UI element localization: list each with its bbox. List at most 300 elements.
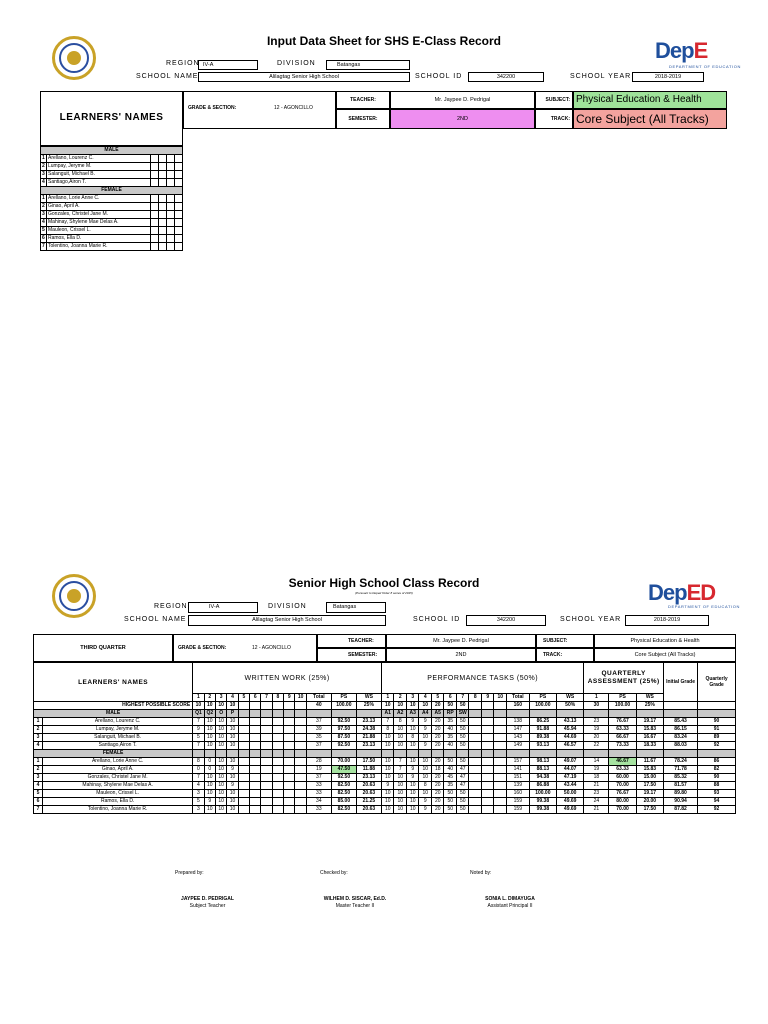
blank-cell[interactable] [151, 219, 159, 227]
blank-cell[interactable] [159, 155, 167, 163]
blank-cell[interactable] [469, 782, 482, 790]
blank-cell[interactable] [167, 219, 175, 227]
bottom-track-field[interactable]: Core Subject (All Tracks) [594, 648, 736, 662]
blank-cell[interactable] [159, 179, 167, 187]
blank-cell[interactable] [238, 790, 249, 798]
blank-cell[interactable] [175, 211, 183, 219]
blank-cell[interactable] [175, 227, 183, 235]
learner-name[interactable]: Salanguit, Michael B. [43, 734, 193, 742]
learner-name[interactable]: Gonzales, Christel Jane M. [47, 211, 151, 219]
blank-cell[interactable] [167, 203, 175, 211]
blank-cell[interactable] [469, 774, 482, 782]
hps-cell[interactable] [250, 702, 261, 710]
pt-score[interactable]: 20 [431, 774, 444, 782]
ww-score[interactable]: 10 [215, 742, 226, 750]
blank-cell[interactable] [175, 163, 183, 171]
blank-cell[interactable] [261, 790, 272, 798]
pt-score[interactable]: 10 [381, 758, 394, 766]
blank-cell[interactable] [175, 219, 183, 227]
blank-cell[interactable] [250, 774, 261, 782]
pt-score[interactable]: 10 [381, 790, 394, 798]
blank-cell[interactable] [469, 798, 482, 806]
ww-score[interactable]: 10 [215, 798, 226, 806]
blank-cell[interactable] [272, 742, 283, 750]
blank-cell[interactable] [295, 742, 306, 750]
qa-score[interactable]: 18 [584, 774, 609, 782]
bottom-teacher-field[interactable]: Mr. Jaypee D. Pedrigal [386, 634, 536, 648]
learner-name[interactable]: Lumpay, Jeryme M. [43, 726, 193, 734]
blank-cell[interactable] [167, 195, 175, 203]
blank-cell[interactable] [159, 171, 167, 179]
top-teacher-field[interactable]: Mr. Jaypee D. Pedrigal [390, 91, 535, 109]
pt-score[interactable]: 10 [419, 774, 432, 782]
blank-cell[interactable] [481, 742, 494, 750]
blank-cell[interactable] [295, 766, 306, 774]
blank-cell[interactable] [261, 806, 272, 814]
blank-cell[interactable] [151, 243, 159, 251]
blank-cell[interactable] [272, 782, 283, 790]
learner-name[interactable]: Mauleon, Crissel L. [47, 227, 151, 235]
hps-cell[interactable]: 20 [431, 702, 444, 710]
ww-score[interactable]: 10 [215, 774, 226, 782]
pt-score[interactable]: 10 [381, 734, 394, 742]
pt-score[interactable]: 45 [444, 774, 457, 782]
hps-cell[interactable] [481, 702, 494, 710]
blank-cell[interactable] [238, 742, 249, 750]
blank-cell[interactable] [469, 790, 482, 798]
blank-cell[interactable] [469, 806, 482, 814]
blank-cell[interactable] [238, 718, 249, 726]
ww-score[interactable]: 0 [193, 766, 204, 774]
bottom-school-name-field[interactable]: Alilagtag Senior High School [188, 615, 386, 626]
blank-cell[interactable] [284, 790, 295, 798]
blank-cell[interactable] [469, 718, 482, 726]
blank-cell[interactable] [159, 219, 167, 227]
hps-qa[interactable]: 30 [584, 702, 609, 710]
blank-cell[interactable] [159, 227, 167, 235]
blank-cell[interactable] [151, 227, 159, 235]
ww-score[interactable]: 10 [215, 782, 226, 790]
ww-score[interactable]: 10 [227, 790, 238, 798]
pt-score[interactable]: 10 [394, 798, 407, 806]
hps-cell[interactable]: 10 [381, 702, 394, 710]
blank-cell[interactable] [159, 211, 167, 219]
blank-cell[interactable] [175, 235, 183, 243]
blank-cell[interactable] [167, 171, 175, 179]
pt-score[interactable]: 10 [406, 758, 419, 766]
ww-score[interactable]: 10 [227, 734, 238, 742]
hps-cell[interactable]: 50 [456, 702, 469, 710]
pt-score[interactable]: 10 [381, 806, 394, 814]
blank-cell[interactable] [272, 766, 283, 774]
hps-cell[interactable]: 10 [419, 702, 432, 710]
blank-cell[interactable] [238, 758, 249, 766]
hps-cell[interactable] [261, 702, 272, 710]
hps-cell[interactable] [494, 702, 507, 710]
hps-cell[interactable] [469, 702, 482, 710]
blank-cell[interactable] [284, 742, 295, 750]
blank-cell[interactable] [481, 790, 494, 798]
pt-score[interactable]: 10 [419, 758, 432, 766]
top-school-year-field[interactable]: 2018-2019 [632, 72, 704, 82]
blank-cell[interactable] [469, 766, 482, 774]
learner-name[interactable]: Ginao, April A. [47, 203, 151, 211]
qa-score[interactable]: 14 [584, 758, 609, 766]
blank-cell[interactable] [284, 726, 295, 734]
blank-cell[interactable] [151, 195, 159, 203]
blank-cell[interactable] [295, 726, 306, 734]
blank-cell[interactable] [469, 726, 482, 734]
blank-cell[interactable] [272, 774, 283, 782]
ww-score[interactable]: 10 [204, 718, 215, 726]
blank-cell[interactable] [494, 766, 507, 774]
learner-name[interactable]: Arellano, Lorie Anne C. [47, 195, 151, 203]
blank-cell[interactable] [494, 758, 507, 766]
blank-cell[interactable] [284, 782, 295, 790]
pt-score[interactable]: 9 [381, 782, 394, 790]
pt-score[interactable]: 50 [456, 726, 469, 734]
blank-cell[interactable] [284, 734, 295, 742]
qa-score[interactable]: 23 [584, 718, 609, 726]
pt-score[interactable]: 20 [431, 718, 444, 726]
pt-score[interactable]: 7 [394, 766, 407, 774]
blank-cell[interactable] [167, 211, 175, 219]
blank-cell[interactable] [250, 734, 261, 742]
top-track-field[interactable]: Core Subject (All Tracks) [573, 109, 727, 129]
blank-cell[interactable] [250, 718, 261, 726]
blank-cell[interactable] [159, 203, 167, 211]
blank-cell[interactable] [494, 782, 507, 790]
pt-score[interactable]: 10 [394, 782, 407, 790]
blank-cell[interactable] [250, 782, 261, 790]
blank-cell[interactable] [261, 718, 272, 726]
ww-score[interactable]: 10 [215, 806, 226, 814]
blank-cell[interactable] [481, 726, 494, 734]
learner-name[interactable]: Arellano, Lorie Anne C. [43, 758, 193, 766]
pt-score[interactable]: 10 [394, 742, 407, 750]
top-semester-field[interactable]: 2ND [390, 109, 535, 129]
ww-score[interactable]: 10 [215, 726, 226, 734]
blank-cell[interactable] [238, 806, 249, 814]
blank-cell[interactable] [159, 163, 167, 171]
blank-cell[interactable] [284, 758, 295, 766]
blank-cell[interactable] [250, 726, 261, 734]
pt-score[interactable]: 20 [431, 726, 444, 734]
pt-score[interactable]: 10 [394, 806, 407, 814]
blank-cell[interactable] [250, 766, 261, 774]
ww-score[interactable]: 5 [193, 734, 204, 742]
qa-score[interactable]: 21 [584, 782, 609, 790]
blank-cell[interactable] [295, 806, 306, 814]
pt-score[interactable]: 47 [456, 774, 469, 782]
pt-score[interactable]: 9 [419, 798, 432, 806]
pt-score[interactable]: 50 [444, 790, 457, 798]
pt-score[interactable]: 10 [406, 806, 419, 814]
ww-score[interactable]: 10 [204, 790, 215, 798]
blank-cell[interactable] [284, 798, 295, 806]
ww-score[interactable]: 10 [215, 734, 226, 742]
blank-cell[interactable] [175, 171, 183, 179]
pt-score[interactable]: 20 [431, 742, 444, 750]
ww-score[interactable]: 10 [227, 806, 238, 814]
pt-score[interactable]: 10 [406, 726, 419, 734]
learner-name[interactable]: Salanguit, Michael B. [47, 171, 151, 179]
blank-cell[interactable] [481, 758, 494, 766]
blank-cell[interactable] [272, 734, 283, 742]
qa-score[interactable]: 21 [584, 806, 609, 814]
qa-score[interactable]: 19 [584, 726, 609, 734]
pt-score[interactable]: 10 [419, 790, 432, 798]
ww-score[interactable]: 10 [204, 806, 215, 814]
learner-name[interactable]: Lumpay, Jeryme M. [47, 163, 151, 171]
learner-name[interactable]: Santiago,Airon T. [47, 179, 151, 187]
blank-cell[interactable] [167, 235, 175, 243]
ww-score[interactable]: 7 [193, 774, 204, 782]
pt-score[interactable]: 35 [444, 782, 457, 790]
hps-cell[interactable]: 50 [444, 702, 457, 710]
pt-score[interactable]: 7 [381, 718, 394, 726]
ww-score[interactable]: 10 [227, 726, 238, 734]
blank-cell[interactable] [295, 734, 306, 742]
ww-score[interactable]: 10 [227, 798, 238, 806]
blank-cell[interactable] [238, 798, 249, 806]
qa-score[interactable]: 24 [584, 798, 609, 806]
blank-cell[interactable] [159, 235, 167, 243]
hps-cell[interactable]: 10 [193, 702, 204, 710]
pt-score[interactable]: 20 [431, 790, 444, 798]
blank-cell[interactable] [151, 171, 159, 179]
blank-cell[interactable] [167, 163, 175, 171]
blank-cell[interactable] [261, 734, 272, 742]
blank-cell[interactable] [494, 734, 507, 742]
blank-cell[interactable] [250, 798, 261, 806]
ww-score[interactable]: 0 [204, 766, 215, 774]
blank-cell[interactable] [261, 798, 272, 806]
pt-score[interactable]: 50 [456, 758, 469, 766]
blank-cell[interactable] [494, 726, 507, 734]
ww-score[interactable]: 7 [193, 742, 204, 750]
bottom-region-field[interactable]: IV-A [188, 602, 258, 613]
hps-cell[interactable] [272, 702, 283, 710]
pt-score[interactable]: 10 [419, 734, 432, 742]
blank-cell[interactable] [481, 766, 494, 774]
pt-score[interactable]: 40 [444, 742, 457, 750]
top-region-field[interactable]: IV-A [198, 60, 258, 70]
ww-score[interactable]: 10 [204, 782, 215, 790]
pt-score[interactable]: 50 [444, 798, 457, 806]
blank-cell[interactable] [175, 155, 183, 163]
learner-name[interactable]: Santiago,Airon T. [43, 742, 193, 750]
blank-cell[interactable] [284, 774, 295, 782]
hps-cell[interactable]: 10 [406, 702, 419, 710]
hps-cell[interactable]: 10 [227, 702, 238, 710]
blank-cell[interactable] [250, 790, 261, 798]
qa-score[interactable]: 23 [584, 790, 609, 798]
blank-cell[interactable] [250, 758, 261, 766]
blank-cell[interactable] [175, 195, 183, 203]
pt-score[interactable]: 10 [406, 742, 419, 750]
pt-score[interactable]: 8 [394, 718, 407, 726]
ww-score[interactable]: 10 [227, 742, 238, 750]
blank-cell[interactable] [151, 211, 159, 219]
bottom-school-year-field[interactable]: 2018-2019 [625, 615, 709, 626]
pt-score[interactable]: 10 [381, 766, 394, 774]
blank-cell[interactable] [284, 718, 295, 726]
blank-cell[interactable] [151, 235, 159, 243]
hps-cell[interactable]: 10 [215, 702, 226, 710]
pt-score[interactable]: 9 [419, 718, 432, 726]
blank-cell[interactable] [494, 742, 507, 750]
blank-cell[interactable] [469, 742, 482, 750]
pt-score[interactable]: 9 [419, 742, 432, 750]
blank-cell[interactable] [159, 243, 167, 251]
ww-score[interactable]: 9 [227, 766, 238, 774]
blank-cell[interactable] [481, 798, 494, 806]
ww-score[interactable]: 5 [193, 798, 204, 806]
qa-score[interactable]: 20 [584, 734, 609, 742]
blank-cell[interactable] [272, 806, 283, 814]
bottom-semester-field[interactable]: 2ND [386, 648, 536, 662]
blank-cell[interactable] [284, 806, 295, 814]
pt-score[interactable]: 10 [381, 798, 394, 806]
blank-cell[interactable] [261, 766, 272, 774]
blank-cell[interactable] [159, 195, 167, 203]
blank-cell[interactable] [481, 806, 494, 814]
pt-score[interactable]: 50 [456, 734, 469, 742]
blank-cell[interactable] [272, 718, 283, 726]
learner-name[interactable]: Ramos, Ella D. [43, 798, 193, 806]
pt-score[interactable]: 10 [394, 790, 407, 798]
blank-cell[interactable] [175, 243, 183, 251]
hps-cell[interactable]: 10 [204, 702, 215, 710]
blank-cell[interactable] [295, 774, 306, 782]
ww-score[interactable]: 10 [204, 734, 215, 742]
pt-score[interactable]: 8 [419, 782, 432, 790]
learner-name[interactable]: Arellano, Lourenz C. [47, 155, 151, 163]
blank-cell[interactable] [250, 806, 261, 814]
ww-score[interactable]: 10 [227, 758, 238, 766]
blank-cell[interactable] [481, 718, 494, 726]
ww-score[interactable]: 10 [204, 774, 215, 782]
ww-score[interactable]: 3 [193, 790, 204, 798]
learner-name[interactable]: Ramos, Ella D. [47, 235, 151, 243]
pt-score[interactable]: 8 [381, 726, 394, 734]
ww-score[interactable]: 10 [215, 718, 226, 726]
ww-score[interactable]: 4 [193, 782, 204, 790]
blank-cell[interactable] [295, 718, 306, 726]
blank-cell[interactable] [151, 163, 159, 171]
pt-score[interactable]: 10 [394, 726, 407, 734]
blank-cell[interactable] [250, 742, 261, 750]
ww-score[interactable]: 9 [204, 798, 215, 806]
ww-score[interactable]: 10 [204, 742, 215, 750]
pt-score[interactable]: 9 [419, 806, 432, 814]
blank-cell[interactable] [481, 734, 494, 742]
pt-score[interactable]: 10 [381, 774, 394, 782]
ww-score[interactable]: 10 [215, 766, 226, 774]
ww-score[interactable]: 8 [193, 758, 204, 766]
pt-score[interactable]: 50 [456, 718, 469, 726]
bottom-division-field[interactable]: Batangas [326, 602, 386, 613]
pt-score[interactable]: 40 [444, 726, 457, 734]
learner-name[interactable]: Tolentino, Joanna Marie R. [43, 806, 193, 814]
blank-cell[interactable] [494, 806, 507, 814]
top-school-id-field[interactable]: 342200 [468, 72, 544, 82]
ww-score[interactable]: 10 [227, 718, 238, 726]
pt-score[interactable]: 47 [456, 782, 469, 790]
pt-score[interactable]: 10 [406, 790, 419, 798]
pt-score[interactable]: 10 [419, 766, 432, 774]
learner-name[interactable]: Mauleon, Crissel L. [43, 790, 193, 798]
ww-score[interactable]: 10 [227, 774, 238, 782]
blank-cell[interactable] [494, 790, 507, 798]
learner-name[interactable]: Gonzales, Christel Jane M. [43, 774, 193, 782]
blank-cell[interactable] [469, 734, 482, 742]
pt-score[interactable]: 50 [456, 798, 469, 806]
qa-score[interactable]: 19 [584, 766, 609, 774]
blank-cell[interactable] [151, 203, 159, 211]
ww-score[interactable]: 10 [215, 758, 226, 766]
pt-score[interactable]: 9 [406, 774, 419, 782]
blank-cell[interactable] [238, 766, 249, 774]
blank-cell[interactable] [238, 774, 249, 782]
learner-name[interactable]: Ginao, April A. [43, 766, 193, 774]
learner-name[interactable]: Arellano, Lourenz C. [43, 718, 193, 726]
hps-cell[interactable]: 10 [394, 702, 407, 710]
pt-score[interactable]: 10 [394, 734, 407, 742]
pt-score[interactable]: 35 [444, 718, 457, 726]
blank-cell[interactable] [494, 718, 507, 726]
blank-cell[interactable] [151, 179, 159, 187]
pt-score[interactable]: 18 [431, 766, 444, 774]
blank-cell[interactable] [284, 766, 295, 774]
blank-cell[interactable] [238, 782, 249, 790]
blank-cell[interactable] [261, 782, 272, 790]
hps-cell[interactable] [295, 702, 306, 710]
learner-name[interactable]: Mahinay, Shylene Mae Delas A. [47, 219, 151, 227]
blank-cell[interactable] [295, 782, 306, 790]
blank-cell[interactable] [261, 726, 272, 734]
pt-score[interactable]: 20 [431, 806, 444, 814]
blank-cell[interactable] [295, 790, 306, 798]
ww-score[interactable]: 9 [193, 726, 204, 734]
blank-cell[interactable] [494, 774, 507, 782]
blank-cell[interactable] [238, 726, 249, 734]
blank-cell[interactable] [295, 798, 306, 806]
ww-score[interactable]: 7 [193, 718, 204, 726]
pt-score[interactable]: 9 [406, 766, 419, 774]
blank-cell[interactable] [261, 758, 272, 766]
qa-score[interactable]: 22 [584, 742, 609, 750]
ww-score[interactable]: 9 [227, 782, 238, 790]
pt-score[interactable]: 20 [431, 734, 444, 742]
blank-cell[interactable] [175, 203, 183, 211]
pt-score[interactable]: 50 [444, 806, 457, 814]
pt-score[interactable]: 10 [406, 798, 419, 806]
blank-cell[interactable] [272, 758, 283, 766]
ww-score[interactable]: 3 [193, 806, 204, 814]
ww-score[interactable]: 10 [215, 790, 226, 798]
pt-score[interactable]: 50 [456, 806, 469, 814]
blank-cell[interactable] [272, 790, 283, 798]
pt-score[interactable]: 50 [444, 758, 457, 766]
blank-cell[interactable] [295, 758, 306, 766]
pt-score[interactable]: 50 [456, 742, 469, 750]
bottom-subject-field[interactable]: Physical Education & Health [594, 634, 736, 648]
pt-score[interactable]: 9 [419, 726, 432, 734]
pt-score[interactable]: 50 [456, 790, 469, 798]
ww-score[interactable]: 0 [204, 758, 215, 766]
